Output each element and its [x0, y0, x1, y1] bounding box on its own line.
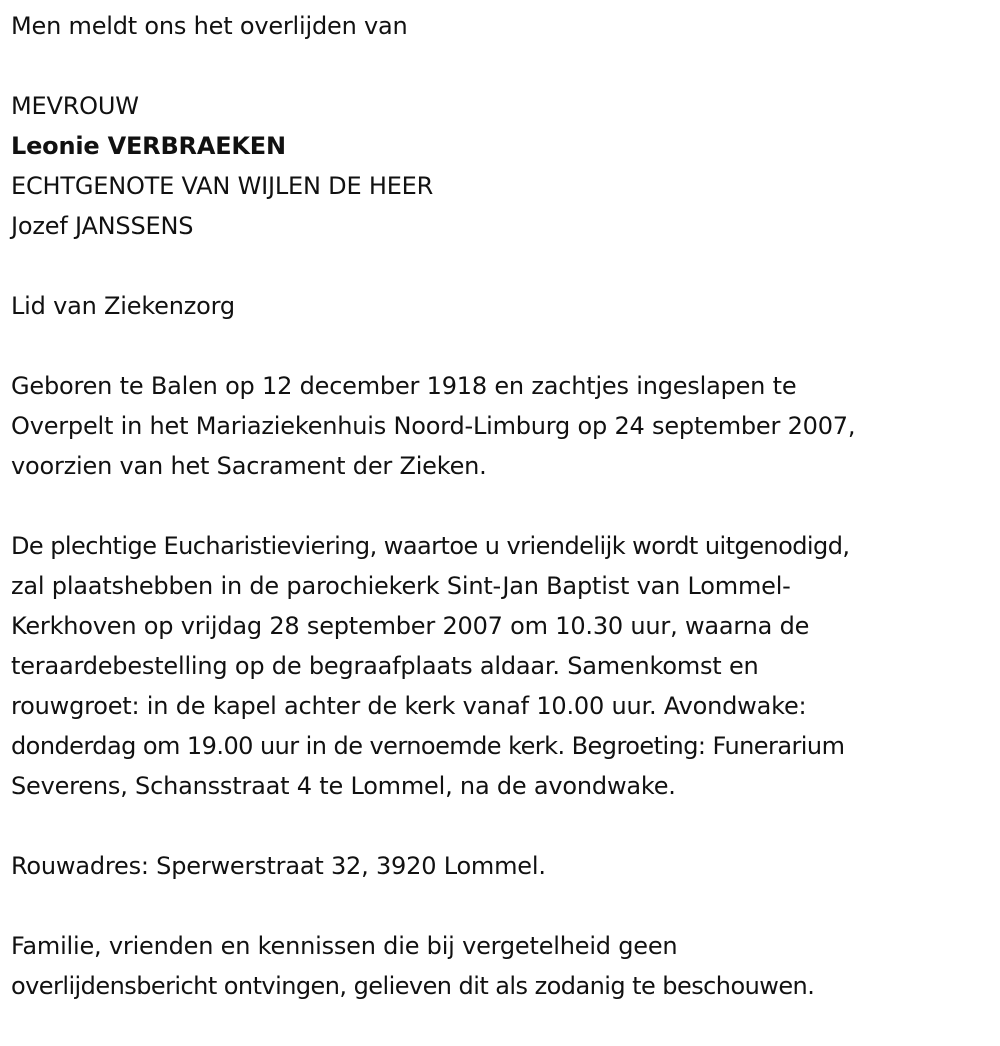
deceased-block — [11, 86, 996, 246]
closing-line: Familie, vrienden en kennissen die bij vergetelheid geen — [11, 932, 678, 960]
spacer — [11, 806, 996, 846]
intro-text: Men meldt ons het overlijden van — [11, 12, 408, 40]
spacer — [11, 486, 996, 526]
ceremony-line: donderdag om 19.00 uur in de vernoemde kerk. Begroeting: Funerarium — [11, 732, 845, 760]
deceased-name: Leonie VERBRAEKEN — [11, 132, 286, 160]
mourning-address: Rouwadres: Sperwerstraat 32, 3920 Lommel. — [11, 852, 546, 880]
ceremony-line: rouwgroet: in de kapel achter de kerk vanaf 10.00 uur. Avondwake: — [11, 692, 807, 720]
birth-death-line: Overpelt in het Mariaziekenhuis Noord-Limburg op 24 september 2007, — [11, 412, 856, 440]
deceased-relation: ECHTGENOTE VAN WIJLEN DE HEER — [11, 172, 434, 200]
ceremony-line: Kerkhoven op vrijdag 28 september 2007 om 10.30 uur, waarna de — [11, 612, 810, 640]
spouse-name: Jozef JANSSENS — [11, 212, 194, 240]
address-paragraph — [11, 846, 996, 886]
ceremony-line: Severens, Schansstraat 4 te Lommel, na de avondwake. — [11, 772, 676, 800]
intro-paragraph — [11, 6, 996, 46]
birth-death-line: Geboren te Balen op 12 december 1918 en zachtjes ingeslapen te — [11, 372, 797, 400]
ceremony-paragraph — [11, 526, 996, 806]
ceremony-line: teraardebestelling op de begraafplaats aldaar. Samenkomst en — [11, 652, 759, 680]
spacer — [11, 46, 996, 86]
birth-death-paragraph — [11, 366, 996, 486]
membership-paragraph — [11, 286, 996, 326]
membership-text: Lid van Ziekenzorg — [11, 292, 235, 320]
closing-line: overlijdensbericht ontvingen, gelieven dit als zodanig te beschouwen. — [11, 972, 815, 1000]
deceased-title: MEVROUW — [11, 92, 139, 120]
spacer — [11, 246, 996, 286]
spacer — [11, 886, 996, 926]
obituary-notice — [11, 6, 996, 1006]
closing-paragraph — [11, 926, 996, 1006]
ceremony-line: De plechtige Eucharistieviering, waartoe u vriendelijk wordt uitgenodigd, — [11, 532, 850, 560]
spacer — [11, 326, 996, 366]
ceremony-line: zal plaatshebben in de parochiekerk Sint-Jan Baptist van Lommel- — [11, 572, 791, 600]
birth-death-line: voorzien van het Sacrament der Zieken. — [11, 452, 487, 480]
